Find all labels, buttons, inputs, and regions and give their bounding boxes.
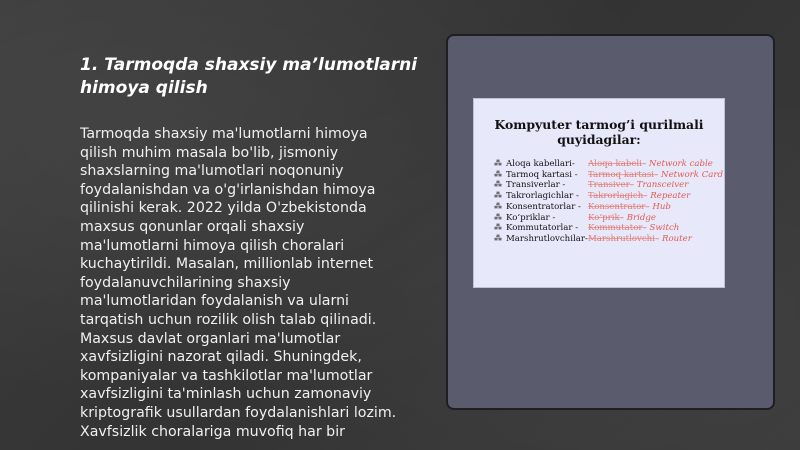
list-item (494, 202, 723, 213)
bullet-icon: ⁂ (494, 223, 502, 233)
body-line: Xavfsizlik choralariga muvofiq har bir (80, 423, 345, 440)
list-item (494, 223, 723, 234)
body-line: qilinishi kerak. 2022 yilda O'zbekistonda (80, 200, 367, 217)
list-item (494, 180, 723, 191)
device-en: – Network Card (654, 169, 724, 180)
body-text (80, 125, 430, 441)
list-item (494, 234, 723, 245)
device-uz: Transiver (588, 180, 630, 191)
body-line: qilish muhim masala bo'lib, jismoniy (80, 144, 339, 161)
device-list (494, 159, 723, 245)
body-line: foydalanuvchilarining shaxsiy (80, 274, 291, 291)
image-title (474, 117, 724, 147)
body-line: xavfsizligini nazorat qiladi. Shuningdek, (80, 349, 362, 366)
image-title-line-1: Kompyuter tarmog’i qurilmali (494, 117, 704, 132)
body-line: tarqatish uchun rozilik olish talab qilinadi. (80, 311, 377, 328)
body-line: maxsus qonunlar orqali shaxsiy (80, 218, 305, 235)
device-term: Kommutatorlar - (506, 223, 579, 234)
body-line: shaxslarning ma'lumotlari noqonuniy (80, 163, 344, 180)
body-line: kompaniyalar va tashkilotlar ma'lumotlar (80, 367, 373, 384)
list-item (494, 213, 723, 224)
body-line: kuchaytirildi. Masalan, millionlab internet (80, 256, 374, 273)
device-term: Ko‘priklar - (506, 212, 556, 223)
embedded-slide-image (474, 99, 724, 287)
device-en: – Switch (642, 223, 680, 234)
device-uz: Konsentrator (588, 201, 646, 212)
body-line: foydalanishdan va o'g'irlanishdan himoya (80, 181, 376, 198)
list-item (494, 159, 723, 170)
list-item (494, 191, 723, 202)
device-en: – Bridge (619, 212, 656, 223)
slide-title-line-1: 1. Tarmoqda shaxsiy ma’lumotlarni (80, 55, 418, 75)
slide-title-line-2: himoya qilish (80, 78, 208, 98)
bullet-icon: ⁂ (494, 169, 502, 179)
bullet-icon: ⁂ (494, 233, 502, 243)
device-uz: Kommutator (588, 223, 643, 234)
device-en: – Network cable (641, 159, 713, 169)
bullet-icon: ⁂ (494, 180, 502, 190)
device-term: Aloqa kabellari- (506, 159, 575, 169)
bullet-icon: ⁂ (494, 201, 502, 211)
list-item (494, 170, 723, 181)
bullet-icon: ⁂ (494, 212, 502, 222)
slide-title (80, 54, 420, 100)
device-term: Konsentratorlar - (506, 201, 581, 212)
image-title-line-2: quyidagilar: (557, 132, 641, 147)
body-line: Tarmoqda shaxsiy ma'lumotlarni himoya (80, 126, 368, 142)
device-uz: Tarmoq kartasi (588, 169, 655, 180)
device-uz: Aloqa kabeli (588, 159, 642, 169)
body-line: xavfsizligini ta'minlash uchun zamonaviy (80, 386, 372, 403)
body-line: ma'lumotlarni himoya qilish choralari (80, 237, 345, 254)
device-en: – Repeater (643, 191, 691, 202)
bullet-icon: ⁂ (494, 159, 502, 168)
device-uz: Takrorlagich (588, 191, 644, 202)
device-en: – Router (654, 233, 692, 244)
device-uz: Marshrutlovchi (588, 233, 655, 244)
body-line: ma'lumotlaridan foydalanish va ularni (80, 293, 350, 310)
device-uz: Ko‘prik (588, 212, 620, 223)
device-term: Tarmoq kartasi - (506, 169, 578, 180)
bullet-icon: ⁂ (494, 191, 502, 201)
device-term: Transiverlar - (506, 180, 566, 191)
device-term: Takrorlagichlar - (506, 191, 579, 202)
device-term: Marshrutlovchilar- (506, 233, 588, 244)
device-en: – Hub (645, 201, 671, 212)
device-en: – Transceiver (629, 180, 689, 191)
body-line: kriptografik usullardan foydalanishlari lozim. (80, 404, 397, 421)
body-line: Maxsus davlat organlari ma'lumotlar (80, 330, 341, 347)
